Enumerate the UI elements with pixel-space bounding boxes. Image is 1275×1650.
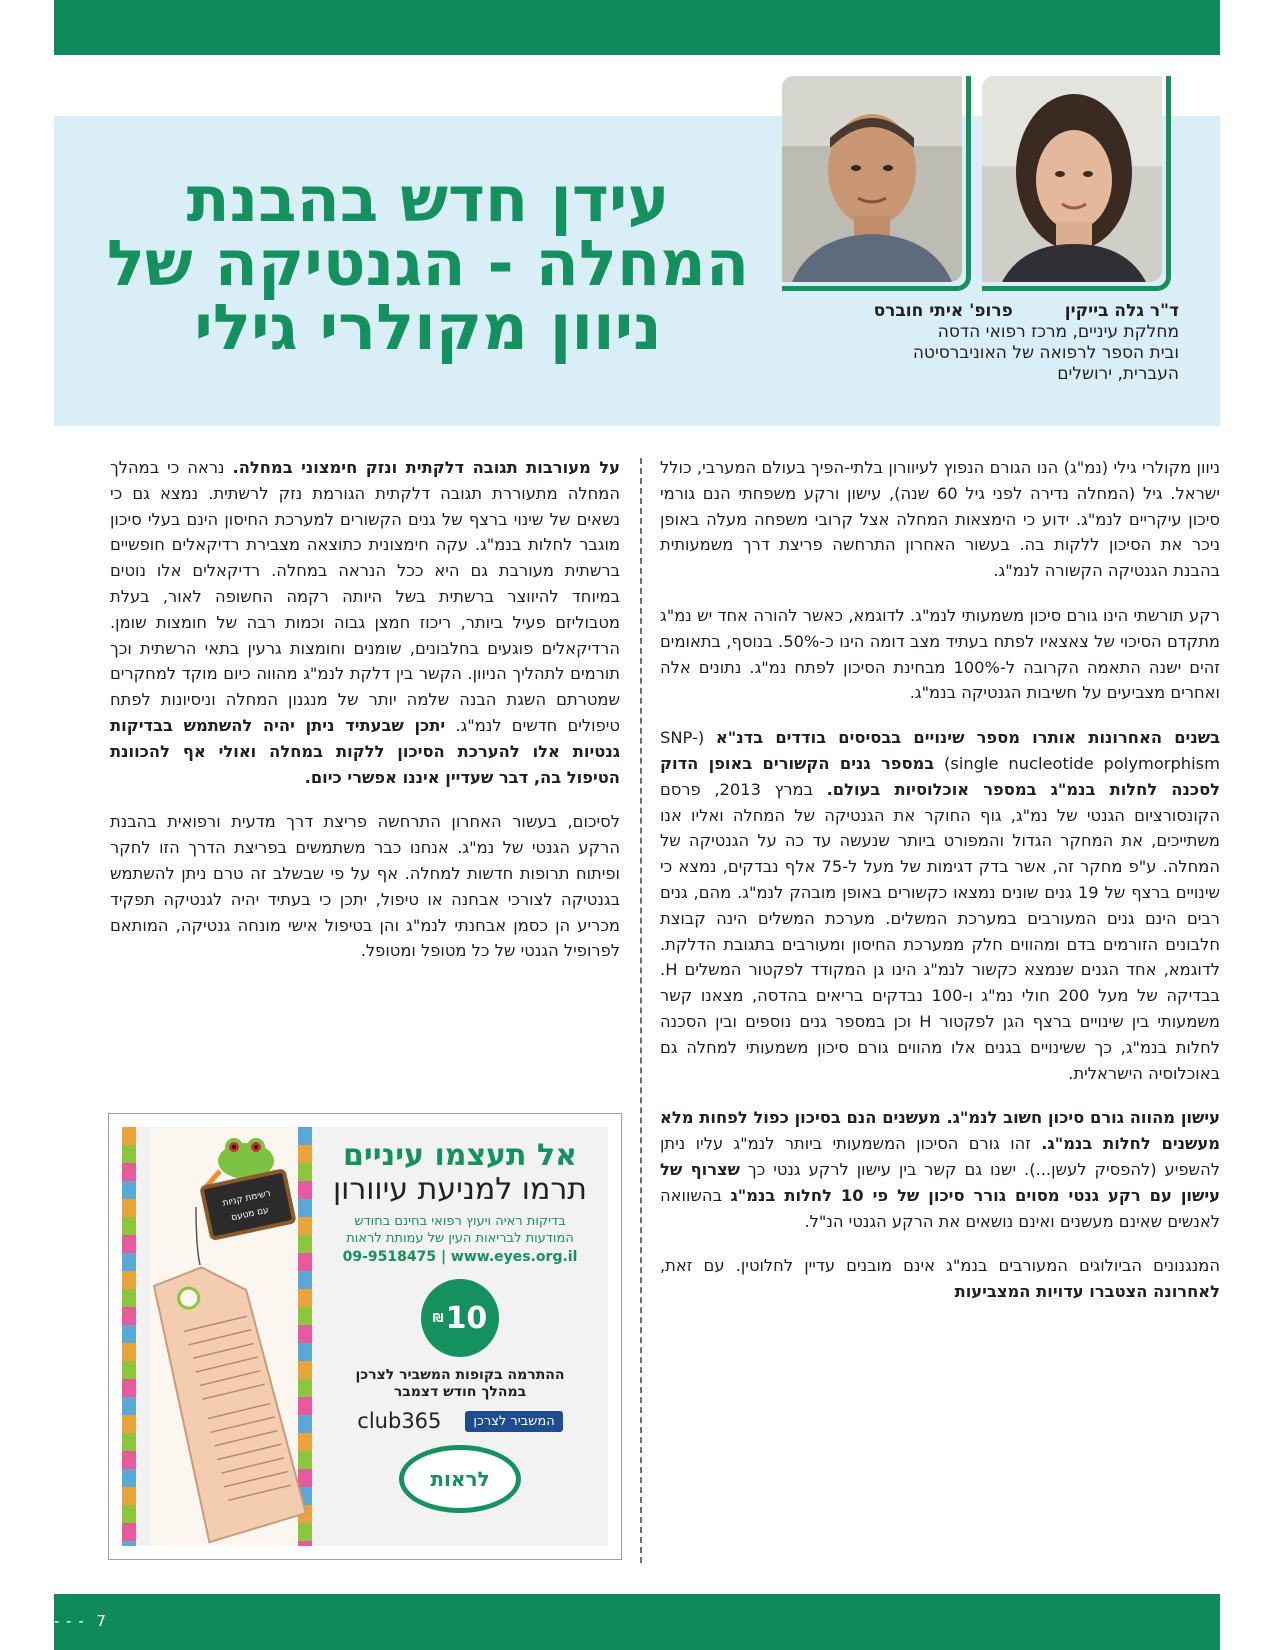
body-text: במרץ 2013, פרסם הקונסורציום הגנטי של נמ"ג, גוף החוקר את הגנטיקה של המחלה ואליו אנו משתייכים, את המחקר הגדול והמפורט ביותר שנעשה עד כה על הגנטיקה של המחלה. ע"פ מחקר זה, אשר בדק דגימות של מעל ל-75 אלף נבדקים, נמצא כי שינויים ברצף של 19 גנים שונים נמצאו כקשורים באופן מובהק לנמ"ג. מהם, גנים רבים הינם גנים המעורבים במערכת המשלים. מערכת המשלים הינה קבוצת חלבונים הזורמים בדם ומהווים חלק ממערכת החיסון ומעורבים בתגובת הדלקת. לדוגמא, אחד הגנים שנמצא כקשור לנמ"ג הינו גן המקודד לפקטור המשלים H. בבדיקה של מעל 200 חולי נמ"ג ו-100 נבדקים בריאים בהדסה, מצאנו קשר משמעותי בין שינויים ברצף הגן לפקטור H וכן במספר גנים נוספים ובין הסכנה לחלות בנמ"ג, כך ששינויים בגנים אלו מהווים גורם סיכון משמעותי למחלה גם באוכלוסיה הישראלית. (660, 779, 1220, 1083)
paragraph-smoking (660, 1105, 1220, 1234)
title-line-2: המחלה - הגנטיקה של (106, 227, 750, 300)
column-divider (640, 458, 642, 1563)
bold-text: יתכן שבעתיד ניתן יהיה להשתמש בבדיקות גנטיות אלו להערכת הסיכון ללקות במחלה ואולי אף להכוונת הטיפול בה, דבר שעדיין איננו אפשרי כיום. (110, 715, 620, 787)
author-credits (799, 301, 1179, 385)
bold-text: שצרוף של עישון עם רקע גנטי מסוים גורר סיכון של פי 10 לחלות בנמ"ג (660, 1159, 1221, 1205)
ad-headline: אל תעצמו עיניים (343, 1138, 577, 1173)
mashbir-logo: המשביר לצרכן (465, 1411, 562, 1432)
ad-subheadline: תרמו למניעת עיוורון (332, 1172, 588, 1207)
advertisement-lirot[interactable] (108, 1113, 622, 1560)
photo-frame (782, 76, 971, 291)
donation-line: ההתרמה בקופות המשביר לצרכן (355, 1367, 565, 1383)
donation-text (312, 1367, 608, 1401)
paragraph-mechanisms (660, 1253, 1220, 1305)
chalkboard-text: עם מטעם (230, 1205, 270, 1224)
ad-background (122, 1127, 608, 1546)
paragraph-inflammation (110, 455, 620, 790)
bold-text: במספר גנים הקשורים באופן הדוק לסכנה לחלות בנמ"ג במספר אוכלוסיות בעולם. (660, 753, 1220, 799)
ad-text-area (312, 1127, 608, 1546)
bold-text: לאחרונה הצטברו עדויות המצביעות (954, 1282, 1220, 1302)
author-affiliation-1: מחלקת עיניים, מרכז רפואי הדסה (937, 322, 1179, 342)
shekel-icon: ₪ (432, 1311, 444, 1325)
body-text: המנגנונים הביולוגים המעורבים בנמ"ג אינם מובנים עדיין לחלוטין. עם זאת, (660, 1256, 1220, 1276)
bottom-green-bar (54, 1594, 1220, 1650)
paragraph-summary: לסיכום, בעשור האחרון התרחשה פריצת דרך מדעית ורפואית בהבנת הרקע הגנטי של נמ"ג. אנחנו כבר משתמשים בפריצת הדרך הזו לחקר ופיתוח תרופות חדשות למחלה. אף על פי שבשלב זה טרם ניתן להשתמש בגנטיקה לצורכי אבחנה או טיפול, יתכן כי בעתיד יהיה לגנטיקה תפקיד מכריע הן כסמן אבחנתי לנמ"ג והן בטיפול אישי מונחה גנטיקה, המותאם לפרופיל הגנטי של כל מטופל ומטופל. (110, 812, 620, 961)
ad-description (312, 1213, 608, 1247)
ad-contact-link[interactable]: 09-9518475 | www.eyes.org.il (342, 1249, 578, 1265)
snp-text: (SNP- single nucleotide polymorphism) (660, 728, 1220, 773)
title-line-3: ניוון מקולרי גילי (194, 291, 662, 364)
author-affiliation-3: העברית, ירושלים (1057, 364, 1179, 384)
author-affiliation-2: ובית הספר לרפואה של האוניברסיטה (912, 343, 1179, 363)
page-dashes: - - - (54, 1612, 85, 1630)
page-number-value: 7 (96, 1612, 107, 1630)
article-title (98, 163, 758, 364)
photo-frame (982, 76, 1171, 291)
ad-description-line: המודעות לבריאות העין של עמותת לראות (346, 1231, 574, 1246)
paragraph-intro: ניוון מקולרי גילי (נמ"ג) הנו הגורם הנפוץ לעיוורון בלתי-הפיך בעולם המערבי, כולל ישראל. גיל (המחלה נדירה לפני גיל 60 שנה), עישון ורקע משפחתי הנם גורמי סיכון עיקריים לנמ"ג. ידוע כי הימצאות המחלה אצל קרובי משפחה מעלה באופן ניכר את הסיכון ללקות בה. בעשור האחרון התרחשה פריצת דרך משמעותית בהבנת הגנטיקה הקשורה לנמ"ג. (660, 458, 1220, 581)
ad-color-stripe (122, 1127, 136, 1546)
body-text: נראה כי במהלך המחלה מתעוררת תגובה דלקתית הגורמת נזק לרשתית. נמצא גם כי נשאים של שינוי ברצף של גנים הקשורים למערכת החיסון הינם בעלי סיכון מוגבר לחלות בנמ"ג. עקה חימצונית כתוצאה מצבירת רדיקאלים חופשיים ברשתית מעורבת גם היא ככל הנראה במחלה. רדיקאלים אלו נוטים במיוחד להיווצר ברשתית בשל היותה רקמה החשופה לאור, בעלת מטבוליזם פעיל ביותר, ריכוז חמצן גבוה וכמות רבה של חומצות שומן. הרדיקאלים פוגעים בחלבונים, שומנים וחומצות גרעין בתאי הרשתית וכך תורמים לתהליך הניוון. הקשר בין דלקת לנמ"ג מהווה כיום מוקד למחקרים שמטרתם השגת הבנה שלמה יותר של מנגנון המחלה וניסיונות לפתח טיפולים חדשים לנמ"ג. (110, 458, 620, 735)
bold-text: עישון מהווה גורם סיכון חשוב לנמ"ג. מעשנים הנם בסיכון כפול לפחות מלא מעשנים לחלות בנמ"ג. (660, 1108, 1220, 1154)
body-text: בהשוואה לאנשים שאינם מעשנים ואינם נושאים את הרקע הגנטי הנ"ל. (660, 1185, 1220, 1231)
chalkboard-text: רשימת קניות (221, 1188, 272, 1209)
author-names (799, 301, 1179, 322)
bold-text: על מעורבות תגובה דלקתית ונזק חימצוני במחלה. (232, 458, 620, 477)
sponsor-logos (312, 1409, 608, 1433)
paragraph-heredity: רקע תורשתי הינו גורם סיכון משמעותי לנמ"ג. לדוגמא, כאשר להורה אחד יש נמ"ג מתקדם הסיכוי של צאצאיו לפתח בעתיד מצב דומה הינו כ-50%. בנוסף, בתאומים זהים ישנה התאמה הקרובה ל-100% מבחינת הסיכון לפתח נמ"ג. נתונים אלה ואחרים מצביעים על חשיבות הגנטיקה בנמ"ג. (660, 605, 1220, 703)
paragraph-genes (660, 725, 1220, 1086)
body-text: זהו גורם הסיכון המשמעותי ביותר לנמ"ג עליו ניתן להשפיע (להפסיק לעשן...). ישנו גם קשר בין עישון לרקע גנטי כך (660, 1134, 1220, 1179)
author-name-1: ד"ר גלה בייקין (1064, 301, 1179, 321)
article-column-left (110, 455, 620, 983)
donation-amount-badge (421, 1279, 499, 1357)
page-number (54, 1612, 107, 1630)
ad-illustration (136, 1127, 312, 1546)
lirot-logo: לראות (399, 1445, 521, 1513)
top-green-bar (54, 0, 1220, 55)
donation-line: במהלך חודש דצמבר (393, 1384, 527, 1400)
club365-logo: club365 (357, 1409, 442, 1433)
ad-description-line: בדיקות ראיה ויעוץ רפואי בחינם בחודש (354, 1214, 566, 1229)
donation-amount: 10 (445, 1300, 488, 1336)
article-column-right (660, 455, 1220, 1324)
author-name-2: פרופ' איתי חוברס (873, 301, 1013, 321)
bold-text: בשנים האחרונות אותרו מספר שינויים בבסיסים בודדים בדנ"א (715, 728, 1220, 748)
title-line-1: עידן חדש בהבנת (186, 163, 670, 236)
